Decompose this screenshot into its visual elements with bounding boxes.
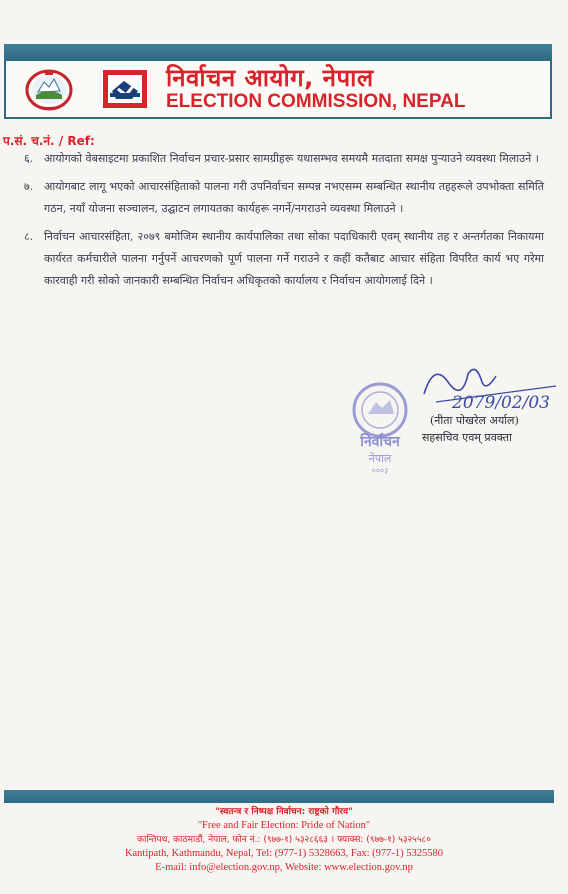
footer-band <box>4 790 554 803</box>
signature-scribble-icon <box>416 352 566 412</box>
svg-text:निर्वाचन: निर्वाचन <box>360 434 400 450</box>
header-band <box>4 44 552 61</box>
item-number: ८. <box>24 230 34 243</box>
item-text: आयोगबाट लागू भएको आचारसंहिताको पालना गरी उपनिर्वाचन सम्पन्न नभएसम्म सम्बन्धित स्थानीय तहहरूले उपभोक्ता समिति गठन, नयाँ योजना सञ्चालन, उद्घाटन लगायतका कार्यहरू नगर्ने/नगराउने व्यवस्था मिलाउने । <box>44 180 544 215</box>
list-item <box>24 176 544 220</box>
signatory-title: सहसचिव एवम् प्रवक्ता <box>422 431 512 444</box>
letterhead <box>4 61 552 119</box>
election-commission-logo-icon <box>102 69 148 109</box>
footer-address-nepali: कान्तिपथ, काठमाडौं, नेपाल, फोन नं.: (९७७-१) ५३२८६६३ । फ्याक्स: (९७७-१) ५३२५५८० <box>137 835 431 845</box>
footer-motto-english: "Free and Fair Election: Pride of Nation" <box>197 820 371 831</box>
list-item <box>24 148 544 170</box>
org-title-nepali: निर्वाचन आयोग, नेपाल <box>166 64 374 92</box>
footer-contact: E-mail: info@election.gov.np, Website: www.election.gov.np <box>155 862 413 873</box>
signatory-name: (नीता पोखरेल अर्याल) <box>430 414 519 427</box>
item-number: ७. <box>24 180 34 193</box>
handwritten-date: 2079/02/03 <box>452 393 550 412</box>
footer-motto-nepali: "स्वतन्त्र र निष्पक्ष निर्वाचन: राष्ट्रको गौरव" <box>215 807 353 817</box>
svg-text:नेपाल: नेपाल <box>368 452 392 465</box>
item-number: ६. <box>24 152 34 165</box>
footer <box>0 806 568 875</box>
footer-address-english: Kantipath, Kathmandu, Nepal, Tel: (977-1) 5328663, Fax: (977-1) 5325580 <box>124 848 444 859</box>
official-stamp-icon <box>338 380 422 476</box>
list-item <box>24 226 544 292</box>
svg-text:०००३: ०००३ <box>371 466 389 475</box>
org-title-english: ELECTION COMMISSION, NEPAL <box>166 91 466 112</box>
item-text: आयोगको वेबसाइटमा प्रकाशित निर्वाचन प्रचार-प्रसार सामग्रीहरू यथासम्भव समयमै मतदाता समक्ष पुऱ्याउने व्यवस्था मिलाउने । <box>44 152 539 165</box>
signature <box>416 352 566 412</box>
nepal-emblem-icon <box>24 65 74 111</box>
notice-items <box>24 148 544 298</box>
reference-label: प.सं. च.नं. / Ref: <box>3 134 95 148</box>
item-text: निर्वाचन आचारसंहिता, २०७९ बमोजिम स्थानीय कार्यपालिका तथा सोका पदाधिकारी एवम् स्थानीय तह र अन्तर्गतका निकायमा कार्यरत कर्मचारीले पालना गर्नुपर्ने आचरणको पूर्ण पालना गर्ने गराउने र कहीं कतैबाट आचार संहिता विपरित कार्य भए गरेमा कारवाही गरी सोको जानकारी सम्बन्धित निर्वाचन अधिकृतको कार्यालय र निर्वाचन आयोगलाई दिने । <box>44 230 544 287</box>
